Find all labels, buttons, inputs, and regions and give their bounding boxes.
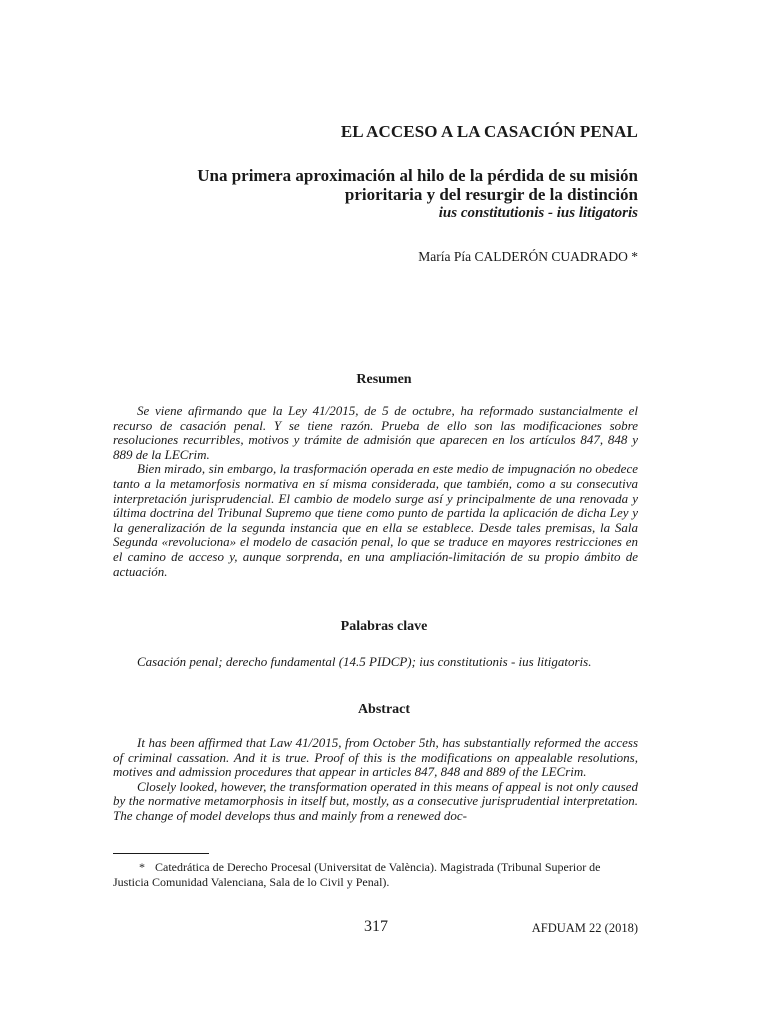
resumen-body bbox=[113, 404, 638, 579]
page-number: 317 bbox=[364, 918, 388, 935]
article-subtitle bbox=[118, 166, 638, 223]
footnote-mark: * bbox=[139, 860, 145, 874]
keywords-text: Casación penal; derecho fundamental (14.5 PIDCP); ius constitutionis - ius litigatoris. bbox=[137, 654, 592, 669]
subtitle-latin: ius constitutionis - ius litigatoris bbox=[438, 205, 638, 221]
keywords-heading: Palabras clave bbox=[340, 619, 428, 634]
journal-reference: AFDUAM 22 (2018) bbox=[531, 921, 638, 935]
author-name: María Pía CALDERÓN CUADRADO * bbox=[418, 249, 638, 264]
footnote bbox=[113, 860, 638, 890]
resumen-heading: Resumen bbox=[356, 372, 412, 387]
subtitle-line: prioritaria y del resurgir de la distinción bbox=[344, 185, 638, 204]
resumen-paragraph: Se viene afirmando que la Ley 41/2015, de 5 de octubre, ha reformado sustancialmente el recurso de casación penal. Y se tiene razón. Prueba de ello son las modificaciones sobre resoluciones recurribles, motivos y trámite de admisión que aparecen en los artículos 847, 848 y 889 de la LECrim. bbox=[113, 403, 638, 462]
abstract-paragraph: Closely looked, however, the transformation operated in this means of appeal is not only caused by the normative metamorphosis in itself but, mostly, as a consecutive jurisprudential interpretation. The change of model develops thus and mainly from a renewed doc- bbox=[113, 778, 638, 823]
footnote-text: Catedrática de Derecho Procesal (Universitat de València). Magistrada (Tribunal Superior de Justicia Comunidad Valenciana, Sala de lo Civil y Penal). bbox=[113, 860, 601, 889]
footnote-divider bbox=[113, 853, 209, 854]
article-title: EL ACCESO A LA CASACIÓN PENAL bbox=[340, 122, 638, 141]
abstract-body bbox=[113, 736, 638, 824]
abstract-paragraph: It has been affirmed that Law 41/2015, from October 5th, has substantially reformed the access of criminal cassation. And it is true. Proof of this is the modifications on appealable resolutions, motives and admission procedures that appear in articles 847, 848 and 889 of the LECrim. bbox=[113, 735, 638, 780]
abstract-heading: Abstract bbox=[357, 702, 411, 717]
subtitle-line: Una primera aproximación al hilo de la pérdida de su misión bbox=[197, 166, 638, 185]
resumen-paragraph: Bien mirado, sin embargo, la trasformación operada en este medio de impugnación no obedece tanto a la metamorfosis normativa en sí misma considerada, que también, como a su consecutiva interpretación jurisprudencial. El cambio de modelo surge así y principalmente de una renovada y última doctrina del Tribunal Supremo que tiene como punto de partida la aplicación de dicha Ley y la generalización de la segunda instancia que en ella se establece. Desde tales premisas, la Sala Segunda «revoluciona» el modelo de casación penal, lo que se traduce en mayores restricciones en el camino de acceso y, aunque sorprenda, en una ampliación-limitación de su propio ámbito de actuación. bbox=[113, 461, 638, 579]
